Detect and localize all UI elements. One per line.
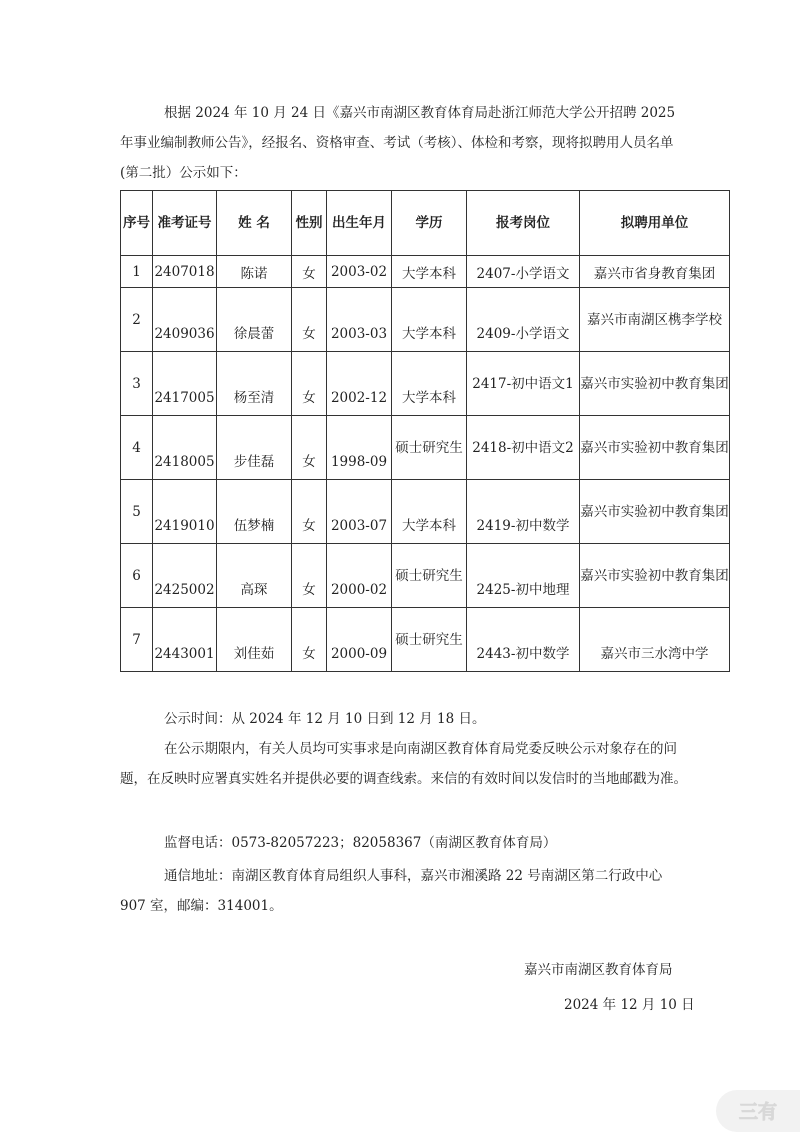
mailing-address: 通信地址：南湖区教育体育局组织人事科，嘉兴市湘溪路 22 号南湖区第二行政中心 907 室，邮编：314001。 [120, 868, 663, 914]
cell-name: 伍梦楠 [217, 480, 292, 544]
cell-unit: 嘉兴市省身教育集团 [580, 256, 730, 288]
cell-post: 2425-初中地理 [467, 544, 580, 608]
cell-education: 硕士研究生 [392, 416, 467, 480]
cell-post: 2419-初中数学 [467, 480, 580, 544]
cell-birth: 2000-09 [327, 608, 392, 672]
cell-no: 4 [121, 416, 153, 480]
notice-body: 在公示期限内，有关人员均可实事求是向南湖区教育体育局党委反映公示对象存在的问题，在反映时应署真实姓名并提供必要的调查线索。来信的有效时间以发信时的当地邮戳为准。 [120, 741, 687, 787]
candidate-table [120, 190, 730, 672]
cell-birth: 2003-07 [327, 480, 392, 544]
cell-post: 2418-初中语文2 [467, 416, 580, 480]
cell-exam-id: 2418005 [153, 416, 217, 480]
signature-org: 嘉兴市南湖区教育体育局 [524, 962, 673, 978]
cell-unit: 嘉兴市南湖区槜李学校 [580, 288, 730, 352]
header-gender: 性别 [292, 191, 327, 256]
table-header-row [121, 191, 730, 256]
header-post: 报考岗位 [467, 191, 580, 256]
cell-no: 1 [121, 256, 153, 288]
cell-education: 大学本科 [392, 288, 467, 352]
table-row [121, 256, 730, 288]
cell-education: 大学本科 [392, 480, 467, 544]
cell-gender: 女 [292, 544, 327, 608]
cell-name: 高琛 [217, 544, 292, 608]
signature-date: 2024 年 12 月 10 日 [564, 997, 695, 1013]
cell-no: 5 [121, 480, 153, 544]
table-row [121, 608, 730, 672]
watermark-logo-icon [730, 1098, 786, 1124]
cell-unit: 嘉兴市三水湾中学 [580, 608, 730, 672]
notice-time: 公示时间：从 2024 年 12 月 10 日到 12 月 18 日。 [164, 711, 486, 727]
cell-education: 大学本科 [392, 256, 467, 288]
table-row [121, 416, 730, 480]
supervision-phone: 监督电话：0573-82057223；82058367（南湖区教育体育局） [164, 835, 557, 851]
cell-gender: 女 [292, 352, 327, 416]
cell-education: 大学本科 [392, 352, 467, 416]
cell-no: 2 [121, 288, 153, 352]
cell-birth: 2002-12 [327, 352, 392, 416]
cell-post: 2443-初中数学 [467, 608, 580, 672]
cell-exam-id: 2425002 [153, 544, 217, 608]
cell-no: 3 [121, 352, 153, 416]
header-name: 姓 名 [217, 191, 292, 256]
header-exam-id: 准考证号 [153, 191, 217, 256]
cell-birth: 2003-03 [327, 288, 392, 352]
watermark-text: 三有 [738, 1101, 778, 1123]
cell-gender: 女 [292, 416, 327, 480]
cell-birth: 1998-09 [327, 416, 392, 480]
cell-name: 杨至清 [217, 352, 292, 416]
header-unit: 拟聘用单位 [580, 191, 730, 256]
cell-exam-id: 2419010 [153, 480, 217, 544]
cell-exam-id: 2409036 [153, 288, 217, 352]
cell-gender: 女 [292, 480, 327, 544]
cell-no: 7 [121, 608, 153, 672]
cell-gender: 女 [292, 288, 327, 352]
cell-unit: 嘉兴市实验初中教育集团 [580, 416, 730, 480]
cell-exam-id: 2417005 [153, 352, 217, 416]
cell-name: 步佳磊 [217, 416, 292, 480]
watermark-logo [716, 1090, 800, 1132]
cell-name: 徐晨蕾 [217, 288, 292, 352]
cell-birth: 2003-02 [327, 256, 392, 288]
header-no: 序号 [121, 191, 153, 256]
cell-name: 陈诺 [217, 256, 292, 288]
cell-post: 2407-小学语文 [467, 256, 580, 288]
table-row [121, 480, 730, 544]
cell-exam-id: 2407018 [153, 256, 217, 288]
cell-exam-id: 2443001 [153, 608, 217, 672]
cell-unit: 嘉兴市实验初中教育集团 [580, 544, 730, 608]
cell-post: 2409-小学语文 [467, 288, 580, 352]
cell-education: 硕士研究生 [392, 544, 467, 608]
cell-post: 2417-初中语文1 [467, 352, 580, 416]
cell-birth: 2000-02 [327, 544, 392, 608]
cell-no: 6 [121, 544, 153, 608]
intro-paragraph: 根据 2024 年 10 月 24 日《嘉兴市南湖区教育体育局赴浙江师范大学公开招聘 2025 年事业编制教师公告》，经报名、资格审查、考试（考核）、体检和考察，现将拟聘用人员名单(第二批）公示如下： [120, 105, 676, 181]
cell-gender: 女 [292, 256, 327, 288]
cell-unit: 嘉兴市实验初中教育集团 [580, 352, 730, 416]
cell-name: 刘佳茹 [217, 608, 292, 672]
header-education: 学历 [392, 191, 467, 256]
cell-unit: 嘉兴市实验初中教育集团 [580, 480, 730, 544]
cell-education: 硕士研究生 [392, 608, 467, 672]
header-birth: 出生年月 [327, 191, 392, 256]
cell-gender: 女 [292, 608, 327, 672]
table-row [121, 288, 730, 352]
table-row [121, 352, 730, 416]
table-row [121, 544, 730, 608]
